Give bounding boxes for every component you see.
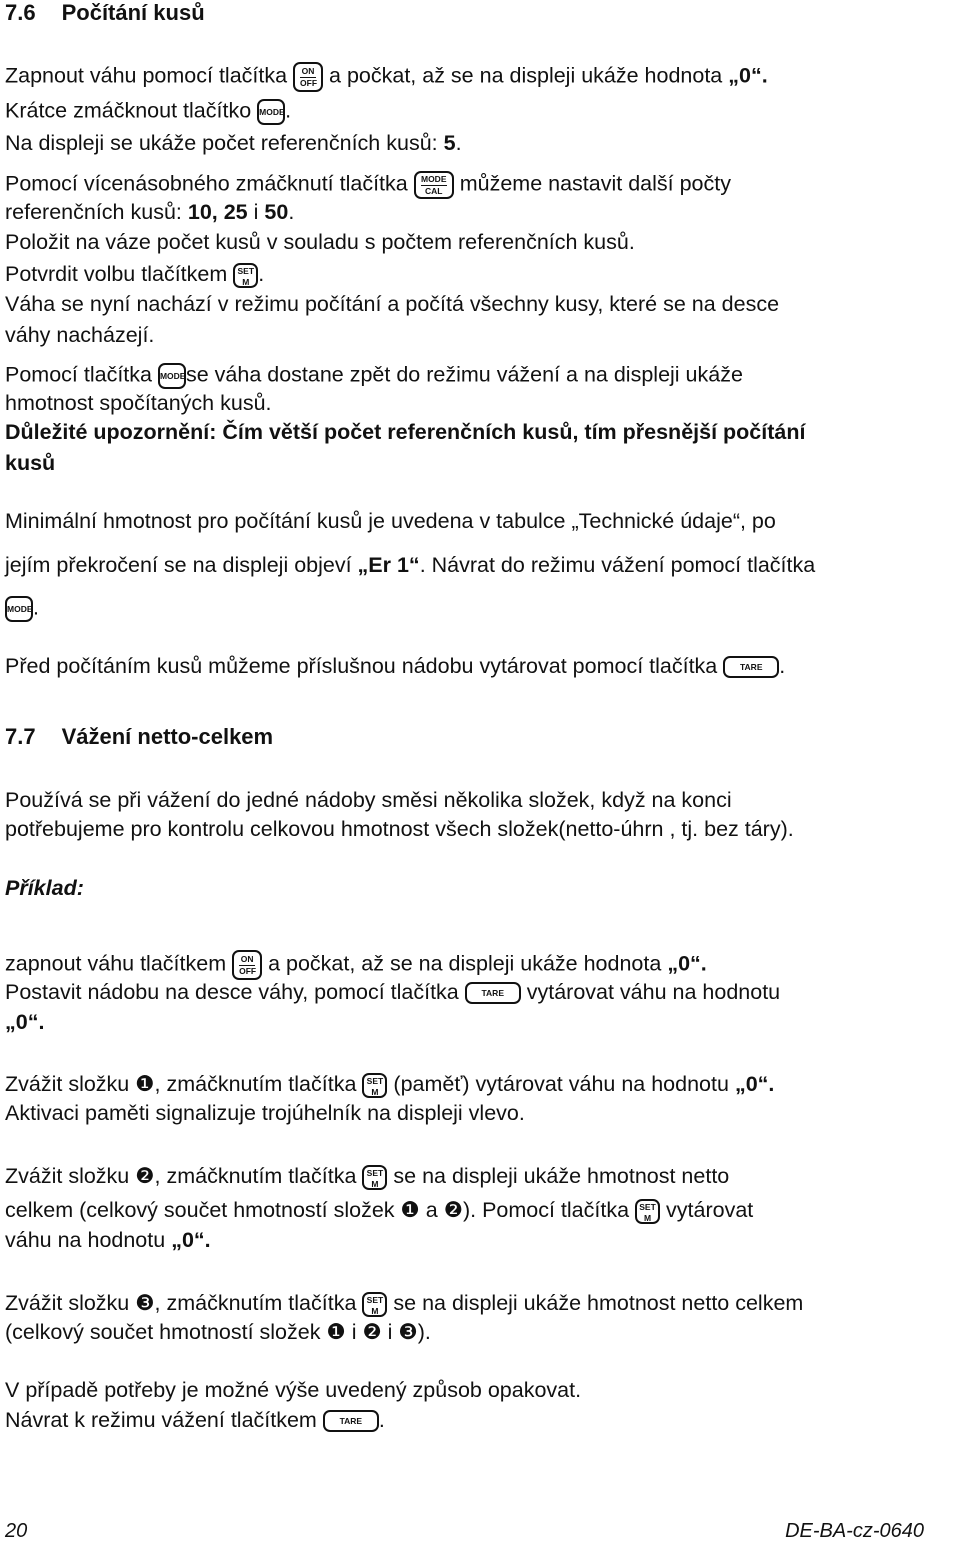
on-off-key-icon: ON OFF (232, 950, 262, 980)
text-fragment: jejím překročení se na displeji objeví (5, 553, 352, 577)
text-line: V případě potřeby je možné výše uvedený způsob opakovat. (5, 1378, 582, 1402)
mode-key-icon: MODE (5, 596, 33, 622)
text-fragment: Zvážit složku ❷, zmáčknutím tlačítka (5, 1164, 357, 1189)
error-code: „Er 1“ (357, 553, 420, 577)
text-fragment: vytárovat váhu na hodnotu (526, 980, 781, 1004)
value-zero: „0“. (728, 63, 768, 88)
value-zero: „0“. (171, 1228, 211, 1252)
text-line: Návrat k režimu vážení tlačítkem TARE . (5, 1408, 385, 1432)
text-fragment: můžeme nastavit další počty (459, 171, 731, 196)
tare-key-icon: TARE (465, 982, 521, 1004)
value-zero: „0“. (5, 1010, 45, 1034)
text-line: MODE . (5, 596, 39, 622)
value: 10, 25 (187, 200, 248, 224)
set-m-key-icon: SET M (635, 1199, 660, 1224)
section-7-7-heading (5, 726, 273, 748)
text-line: Na displeji se ukáže počet referenčních kusů: 5. (5, 131, 462, 155)
tare-key-icon: TARE (723, 656, 779, 678)
text-line (5, 1165, 729, 1190)
important-note: Důležité upozornění: Čím větší počet referenčních kusů, tím přesnější počítání (5, 420, 806, 444)
set-m-key-icon: SET M (362, 1073, 387, 1098)
important-note: kusů (5, 451, 56, 475)
text-fragment: Zapnout váhu pomocí tlačítka (5, 63, 288, 88)
text-fragment: Postavit nádobu na desce váhy, pomocí tlačítka (5, 980, 459, 1004)
text-line: potřebujeme pro kontrolu celkovou hmotnost všech složek(netto-úhrn , tj. bez táry). (5, 817, 794, 841)
text-line (5, 363, 743, 389)
text-fragment: se váha dostane zpět do režimu vážení a na displeji ukáže (185, 362, 743, 387)
text-fragment: a počkat, až se na displeji ukáže hodnota (329, 63, 723, 88)
text-fragment: a počkat, až se na displeji ukáže hodnota (268, 951, 662, 976)
example-heading: Příklad: (5, 876, 84, 900)
set-m-key-icon: SET M (362, 1292, 387, 1317)
text-fragment: Potvrdit volbu tlačítkem (5, 262, 228, 287)
text-fragment: Na displeji se ukáže počet referenčních kusů: (5, 131, 438, 155)
document-code: DE-BA-cz-0640 (785, 1520, 924, 1542)
text-fragment: Zvážit složku ❶, zmáčknutím tlačítka (5, 1072, 357, 1097)
mode-cal-key-icon: MODE CAL (414, 171, 454, 199)
value: 50 (264, 200, 289, 224)
value: 5 (443, 131, 456, 155)
text-fragment: Pomocí tlačítka (5, 362, 152, 387)
text-fragment: váhu na hodnotu (5, 1228, 166, 1252)
text-fragment: Před počítáním kusů můžeme příslušnou nádobu vytárovat pomocí tlačítka (5, 654, 718, 678)
text-line: váhy nacházejí. (5, 323, 155, 347)
set-m-key-icon: SET M (233, 263, 258, 288)
text-fragment: zapnout váhu tlačítkem (5, 951, 227, 976)
text-line: hmotnost spočítaných kusů. (5, 391, 272, 415)
text-line: Položit na váze počet kusů v souladu s počtem referenčních kusů. (5, 230, 635, 254)
text-line (5, 1199, 753, 1224)
text-line (5, 950, 707, 980)
section-title: Počítání kusů (61, 0, 205, 25)
value-zero: „0“. (667, 951, 707, 976)
text-line: (celkový součet hmotností složek ❶ i ❷ i ❸). (5, 1320, 431, 1344)
text-fragment: (paměť) vytárovat váhu na hodnotu (393, 1072, 729, 1097)
on-off-key-icon: ON OFF (293, 62, 323, 92)
text-line: Váha se nyní nachází v režimu počítání a počítá všechny kusy, které se na desce (5, 292, 780, 316)
text-fragment: Zvážit složku ❸, zmáčknutím tlačítka (5, 1291, 357, 1316)
text-fragment: se na displeji ukáže hmotnost netto celkem (393, 1291, 804, 1316)
text-line (5, 555, 815, 577)
tare-key-icon: TARE (323, 1410, 379, 1432)
text-line: Aktivaci paměti signalizuje trojúhelník na displeji vlevo. (5, 1101, 525, 1125)
text-line (5, 1073, 774, 1098)
text-line: referenčních kusů: 10, 25 i 50. (5, 200, 295, 224)
text-line: Používá se při vážení do jedné nádoby směsi několika složek, když na konci (5, 788, 732, 812)
text-line (5, 1292, 803, 1317)
value-zero: „0“. (734, 1072, 775, 1097)
mode-key-icon: MODE (257, 99, 285, 125)
text-fragment: se na displeji ukáže hmotnost netto (393, 1164, 730, 1189)
page-number: 20 (5, 1520, 28, 1542)
text-fragment: Návrat k režimu vážení tlačítkem (5, 1408, 317, 1432)
mode-key-icon: MODE (158, 363, 186, 389)
text-line (5, 1230, 211, 1252)
section-7-6-heading (5, 2, 205, 24)
text-fragment: . Návrat do režimu vážení pomocí tlačítka (419, 553, 816, 577)
text-line: Potvrdit volbu tlačítkem SET M . (5, 262, 265, 287)
text-fragment: Pomocí vícenásobného zmáčknutí tlačítka (5, 171, 408, 196)
text-line (5, 171, 731, 199)
text-fragment: vytárovat (666, 1198, 754, 1223)
text-line: Krátce zmáčknout tlačítko MODE . (5, 99, 291, 125)
section-number: 7.6 (5, 0, 36, 25)
text-fragment: referenčních kusů: (5, 200, 182, 224)
text-line: Před počítáním kusů můžeme příslušnou nádobu vytárovat pomocí tlačítka TARE . (5, 654, 786, 678)
section-title: Vážení netto-celkem (61, 724, 274, 749)
text-line (5, 62, 768, 92)
section-number: 7.7 (5, 724, 36, 749)
text-line: Minimální hmotnost pro počítání kusů je uvedena v tabulce „Technické údaje“, po (5, 509, 776, 533)
set-m-key-icon: SET M (362, 1165, 387, 1190)
text-fragment: celkem (celkový součet hmotností složek ❶ a ❷). Pomocí tlačítka (5, 1198, 630, 1223)
text-line (5, 982, 780, 1004)
text-fragment: Krátce zmáčknout tlačítko (5, 98, 252, 123)
